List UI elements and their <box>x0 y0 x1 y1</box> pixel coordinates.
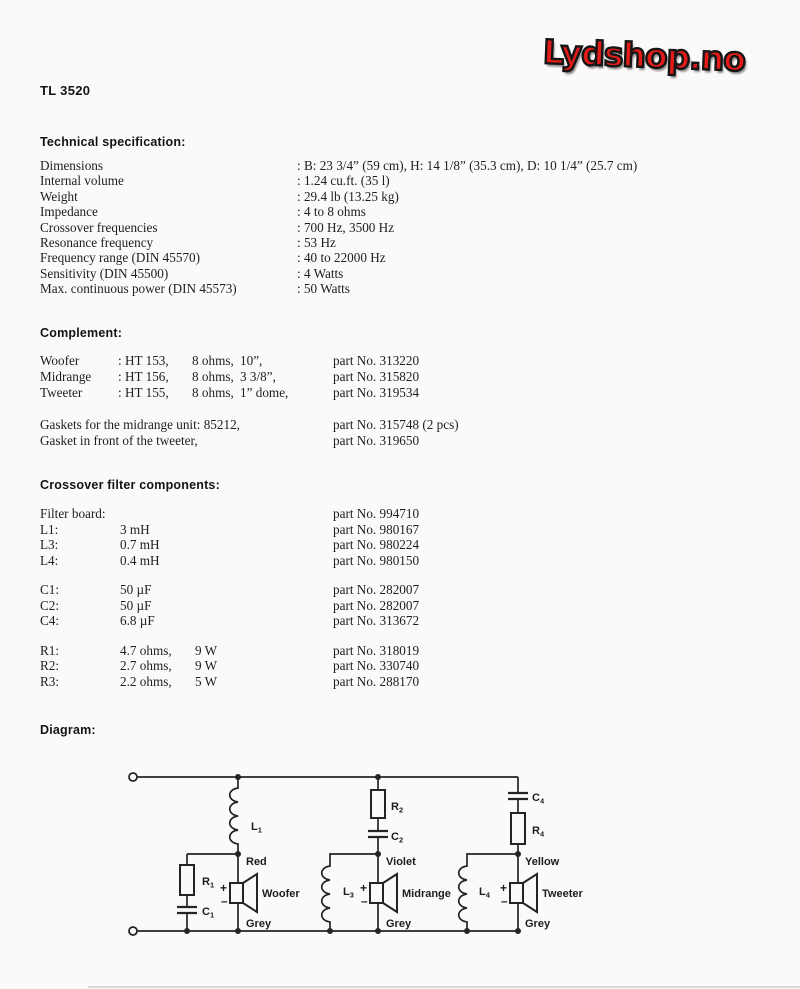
gasket-row <box>40 433 785 449</box>
label-r4: $R_4$ <box>532 825 545 839</box>
label-l4: $L_4$ <box>479 886 490 900</box>
component-part-number: part No. 313672 <box>333 613 420 628</box>
component-label: L3: <box>40 537 59 552</box>
page-title: TL 3520 <box>40 83 91 98</box>
component-part-number: part No. 980167 <box>333 521 420 537</box>
tweeter-minus-sign: – <box>501 894 508 908</box>
component-row <box>40 658 785 674</box>
woofer-terminal-top-label: Red <box>246 856 267 868</box>
component-label: L1: <box>40 521 59 537</box>
tweeter-speaker-icon <box>510 874 537 912</box>
component-part-number: part No. 282007 <box>333 582 420 597</box>
tweeter-name-label: Tweeter <box>542 888 583 900</box>
label-c1: $C_1$ <box>202 906 215 920</box>
component-label: R2: <box>40 658 60 673</box>
component-part-number: part No. 980224 <box>333 537 420 552</box>
component-rating <box>195 522 333 538</box>
midrange-terminal-top-label: Violet <box>386 856 416 868</box>
component-part-number: part No. 330740 <box>333 658 420 673</box>
spec-value: : 40 to 22000 Hz <box>297 250 386 266</box>
gasket-label: Gasket in front of the tweeter, <box>40 432 198 448</box>
midrange-plus-sign: + <box>360 881 368 895</box>
component-rating <box>195 613 333 629</box>
component-value: 50 µF <box>120 582 152 597</box>
component-value: 6.8 µF <box>120 613 155 628</box>
component-part-number: part No. 994710 <box>333 506 420 521</box>
component-row <box>40 537 785 553</box>
spec-row <box>40 250 785 265</box>
component-value: 50 µF <box>120 597 152 613</box>
section-heading-technical-specification: Technical specification: <box>40 135 186 149</box>
spec-label: Dimensions <box>40 158 104 173</box>
crossover-circuit-diagram <box>0 750 660 960</box>
component-row <box>40 613 785 629</box>
label-c4: $C_4$ <box>532 792 545 806</box>
component-part-number: part No. 288170 <box>333 673 420 689</box>
driver-name: Midrange <box>40 369 92 384</box>
scan-edge-shadow <box>88 986 800 988</box>
capacitor-c4-icon <box>508 793 528 799</box>
spec-value: : 1.24 cu.ft. (35 l) <box>297 173 390 189</box>
component-rating <box>195 537 333 553</box>
component-row <box>40 598 785 614</box>
spec-label: Max. continuous power (DIN 45573) <box>40 281 237 297</box>
component-rating <box>195 553 333 569</box>
component-value <box>120 506 195 522</box>
tweeter-branch <box>459 777 537 931</box>
driver-model: : HT 153, <box>118 353 169 368</box>
driver-size: 10”, <box>240 353 263 368</box>
resistor-r2-icon <box>371 790 385 818</box>
tweeter-plus-sign: + <box>500 881 508 895</box>
component-part-number: part No. 318019 <box>333 642 420 658</box>
driver-model: : HT 155, <box>118 385 169 400</box>
spec-label: Impedance <box>40 204 98 220</box>
spec-row <box>40 204 785 219</box>
component-rating <box>195 598 333 614</box>
driver-name: Tweeter <box>40 385 83 400</box>
spec-value: : 29.4 lb (13.25 kg) <box>297 188 399 204</box>
spec-label: Resonance frequency <box>40 234 154 250</box>
spec-value: : 4 to 8 ohms <box>297 204 366 220</box>
component-rating: 9 W <box>195 658 218 673</box>
woofer-name-label: Woofer <box>262 888 300 900</box>
spec-label: Frequency range (DIN 45570) <box>40 250 201 266</box>
complement-drivers-table <box>40 353 785 401</box>
component-label: Filter board: <box>40 506 106 521</box>
midrange-name-label: Midrange <box>402 888 451 900</box>
gaskets-table <box>40 417 785 448</box>
component-value: 0.7 mH <box>120 537 160 552</box>
spec-row <box>40 173 785 188</box>
label-l3: $L_3$ <box>343 886 354 900</box>
component-rating <box>195 582 333 598</box>
spec-label: Sensitivity (DIN 45500) <box>40 265 169 281</box>
gasket-part-number: part No. 319650 <box>333 432 420 448</box>
gasket-part-number: part No. 315748 (2 pcs) <box>333 417 459 432</box>
resistor-r1-icon <box>180 865 194 895</box>
component-value: 2.7 ohms, <box>120 658 172 673</box>
inductor-group <box>40 506 785 568</box>
spec-label: Weight <box>40 188 78 204</box>
label-r2: $R_2$ <box>391 801 404 815</box>
driver-part-number: part No. 315820 <box>333 369 420 384</box>
technical-specification-table <box>40 158 785 297</box>
midrange-speaker-icon <box>370 874 397 912</box>
label-r1: $R_1$ <box>202 876 215 890</box>
woofer-plus-sign: + <box>220 881 228 895</box>
label-c2: $C_2$ <box>391 831 404 845</box>
spec-value: : 53 Hz <box>297 234 336 250</box>
component-label: R3: <box>40 673 60 689</box>
driver-row <box>40 353 785 369</box>
gasket-label: Gaskets for the midrange unit: 85212, <box>40 417 240 432</box>
capacitor-c1-icon <box>177 907 197 913</box>
spec-value: : 50 Watts <box>297 281 350 297</box>
capacitor-group <box>40 582 785 629</box>
input-terminal-minus-icon <box>129 927 137 935</box>
component-rating <box>195 506 333 522</box>
lydshop-logo: Lydshop.no <box>542 32 746 79</box>
tweeter-terminal-top-label: Yellow <box>525 856 560 868</box>
section-heading-diagram: Diagram: <box>40 723 96 737</box>
spec-value: : 700 Hz, 3500 Hz <box>297 219 395 235</box>
component-part-number: part No. 980150 <box>333 552 420 568</box>
driver-row <box>40 385 785 401</box>
woofer-minus-sign: – <box>221 894 228 908</box>
driver-size: 1” dome, <box>240 385 289 400</box>
component-label: L4: <box>40 552 59 568</box>
spec-row <box>40 189 785 204</box>
spec-value: : B: 23 3/4” (59 cm), H: 14 1/8” (35.3 cm), D: 10 1/4” (25.7 cm) <box>297 158 638 173</box>
spec-row <box>40 158 785 173</box>
crossover-components-table <box>40 506 785 703</box>
driver-impedance: 8 ohms, <box>192 385 234 400</box>
woofer-branch <box>177 777 257 931</box>
component-value: 0.4 mH <box>120 552 160 568</box>
resistor-r4-icon <box>511 813 525 844</box>
tweeter-terminal-bottom-label: Grey <box>525 918 551 930</box>
spec-row <box>40 235 785 250</box>
label-l1: $L_1$ <box>251 821 262 835</box>
spec-row <box>40 281 785 296</box>
input-terminal-plus-icon <box>129 773 137 781</box>
driver-part-number: part No. 319534 <box>333 385 420 400</box>
driver-model: : HT 156, <box>118 369 169 384</box>
component-value: 4.7 ohms, <box>120 642 172 658</box>
woofer-terminal-bottom-label: Grey <box>246 918 272 930</box>
midrange-minus-sign: – <box>361 894 368 908</box>
midrange-terminal-bottom-label: Grey <box>386 918 412 930</box>
component-part-number: part No. 282007 <box>333 597 420 613</box>
component-value: 2.2 ohms, <box>120 673 172 689</box>
driver-size: 3 3/8”, <box>240 369 276 384</box>
driver-impedance: 8 ohms, <box>192 353 234 368</box>
spec-value: : 4 Watts <box>297 265 344 281</box>
driver-name: Woofer <box>40 353 80 368</box>
gasket-row <box>40 417 785 433</box>
component-row <box>40 506 785 522</box>
component-row <box>40 522 785 538</box>
midrange-branch <box>322 777 397 931</box>
woofer-speaker-icon <box>230 874 257 912</box>
component-label: R1: <box>40 642 60 658</box>
driver-impedance: 8 ohms, <box>192 369 234 384</box>
component-row <box>40 674 785 690</box>
driver-row <box>40 369 785 385</box>
inductor-l1-icon <box>230 777 238 854</box>
spec-label: Crossover frequencies <box>40 219 158 235</box>
component-rating: 5 W <box>195 673 218 689</box>
component-row <box>40 643 785 659</box>
spec-row <box>40 266 785 281</box>
driver-part-number: part No. 313220 <box>333 353 420 368</box>
section-heading-complement: Complement: <box>40 326 123 340</box>
spec-label: Internal volume <box>40 173 124 189</box>
component-rating: 9 W <box>195 642 218 658</box>
spec-row <box>40 220 785 235</box>
component-label: C2: <box>40 597 60 613</box>
component-value: 3 mH <box>120 521 150 537</box>
component-row <box>40 582 785 598</box>
section-heading-crossover: Crossover filter components: <box>40 478 220 492</box>
component-label: C1: <box>40 582 60 597</box>
component-label: C4: <box>40 613 60 628</box>
component-row <box>40 553 785 569</box>
resistor-group <box>40 643 785 690</box>
capacitor-c2-icon <box>368 831 388 837</box>
